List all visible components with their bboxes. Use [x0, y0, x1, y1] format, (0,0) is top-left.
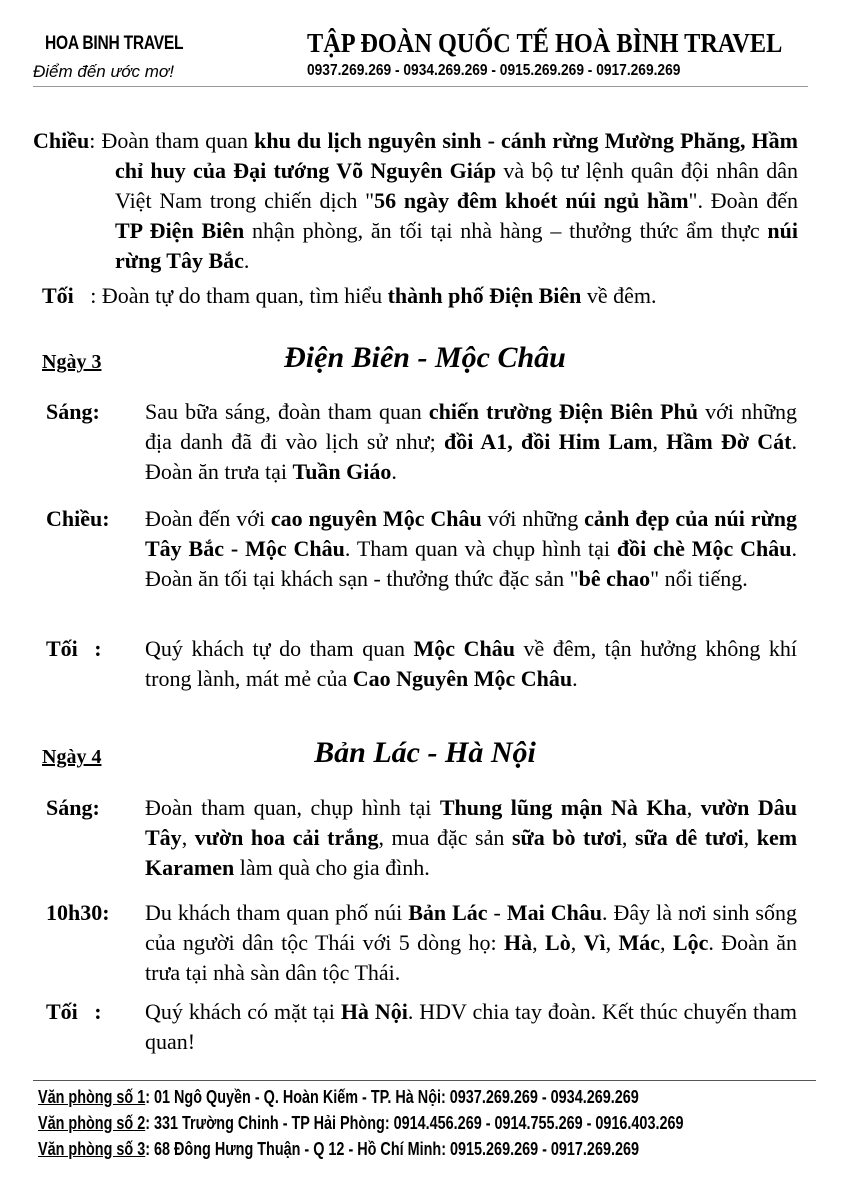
footer-divider — [33, 1080, 816, 1081]
bold-text: Bản Lác — [408, 900, 488, 925]
text: Đoàn tự do tham quan, tìm hiểu — [101, 283, 388, 308]
chieu-section: Chiều: Đoàn tham quan khu du lịch nguyên sinh - cánh rừng Mường Phăng, Hầm chỉ huy của Đại tướng Võ Nguyên Giáp và bộ tư lệnh quân đội nhân dân Việt Nam trong chiến dịch "56 ngày đêm khoét núi ngủ hầm". Đoàn đến TP Điện Biên nhận phòng, ăn tối tại nhà hàng – thưởng thức ẩm thực núi rừng Tây Bắc. — [33, 128, 799, 273]
text: - — [487, 900, 507, 925]
text: . Đoàn ăn trưa tại nhà sàn dân tộc Thái. — [145, 930, 798, 985]
bold-text: Hầm Đờ Cát — [666, 429, 792, 454]
bold-text: cảnh đẹp của núi rừng Tây Bắc - Mộc Châu — [145, 506, 798, 561]
office-name: Văn phòng số 1 — [38, 1087, 146, 1107]
text: . — [572, 666, 578, 691]
bold-text: kem Karamen — [145, 825, 798, 880]
bold-text: Lò — [545, 930, 571, 955]
bold-text: Lộc — [672, 930, 709, 955]
text: Sau bữa sáng, đoàn tham quan — [145, 399, 429, 424]
bold-text: đồi A1, đồi Him Lam — [443, 429, 653, 454]
bold-text: sữa dê tươi — [634, 825, 744, 850]
text: , — [181, 825, 195, 850]
text: . Đoàn ăn trưa tại — [145, 429, 797, 484]
header-phones: 0937.269.269 - 0934.269.269 - 0915.269.269 - 0917.269.269 — [307, 62, 681, 79]
time-label: Chiều: — [46, 506, 110, 531]
bold-text: 56 ngày đêm khoét núi ngủ hầm — [374, 188, 689, 213]
office-name: Văn phòng số 2 — [38, 1113, 146, 1133]
office-address — [38, 1087, 639, 1108]
bold-text: đồi chè Mộc Châu — [616, 536, 792, 561]
text: , — [660, 930, 673, 955]
bold-text: khu du lịch nguyên sinh - cánh rừng Mường Phăng, Hầm chỉ huy của Đại tướng Võ Nguyên Giáp — [115, 128, 798, 183]
text: " nổi tiếng. — [650, 566, 748, 591]
text: . Tham quan và chụp hình tại — [344, 536, 617, 561]
office-address — [38, 1139, 639, 1160]
text: Đoàn tham quan — [101, 128, 255, 153]
text: Du khách tham quan phố núi — [145, 900, 409, 925]
company-title: TẬP ĐOÀN QUỐC TẾ HOÀ BÌNH TRAVEL — [307, 28, 783, 58]
time-label: Sáng: — [46, 795, 100, 820]
header-divider — [33, 86, 808, 87]
text: Quý khách có mặt tại — [145, 999, 341, 1024]
text: làm quà cho gia đình. — [234, 855, 430, 880]
time-label: Tối : — [46, 999, 102, 1024]
text: , — [605, 930, 619, 955]
bold-text: Hà Nội — [340, 999, 408, 1024]
text: , mua đặc sản — [378, 825, 512, 850]
bold-text: Thung lũng mận Nà Kha — [439, 795, 687, 820]
bold-text: vườn hoa cải trắng — [194, 825, 379, 850]
bold-text: Mộc Châu — [413, 636, 515, 661]
text: Đoàn tham quan, chụp hình tại — [145, 795, 440, 820]
text: với những — [481, 506, 585, 531]
toi-label: Tối — [42, 283, 74, 308]
chieu-text — [101, 128, 798, 273]
text: Quý khách tự do tham quan — [145, 636, 414, 661]
activity-text — [145, 793, 797, 883]
office-info: : 331 Trường Chinh - TP Hải Phòng: 0914.456.269 - 0914.755.269 - 0916.403.269 — [145, 1113, 684, 1133]
bold-text: Tuần Giáo — [292, 459, 392, 484]
bold-text: cao nguyên Mộc Châu — [270, 506, 482, 531]
brand-name: HOA BINH TRAVEL — [45, 33, 184, 54]
day-heading: Ngày 4 — [42, 746, 102, 768]
text: Đoàn đến với — [145, 506, 271, 531]
office-address — [38, 1113, 683, 1134]
text: , — [743, 825, 757, 850]
activity-text — [145, 634, 797, 694]
toi-text — [102, 283, 657, 308]
text: về đêm, tận hưởng không khí trong lành, mát mẻ của — [145, 636, 797, 691]
toi-section: Tối : Đoàn tự do tham quan, tìm hiểu thành phố Điện Biên về đêm. — [42, 283, 657, 308]
activity-text — [145, 504, 797, 594]
activity-text — [145, 898, 797, 988]
day-title: Bản Lác - Hà Nội — [314, 736, 536, 769]
text: về đêm. — [581, 283, 657, 308]
day-heading: Ngày 3 — [42, 351, 102, 373]
text: , — [621, 825, 635, 850]
text: , — [570, 930, 584, 955]
time-label: Sáng: — [46, 399, 100, 424]
time-label: Tối : — [46, 636, 102, 661]
text: . HDV chia tay đoàn. Kết thúc chuyến tham quan! — [145, 999, 797, 1054]
bold-text: bê chao — [578, 566, 651, 591]
text: . Đoàn ăn tối tại khách sạn - thưởng thức đặc sản " — [145, 536, 798, 591]
bold-text: vườn Dâu Tây — [145, 795, 797, 850]
bold-text: Mác — [618, 930, 661, 955]
text: nhận phòng, ăn tối tại nhà hàng – thưởng thức ẩm thực — [244, 218, 768, 243]
office-info: : 01 Ngô Quyền - Q. Hoàn Kiếm - TP. Hà Nội: 0937.269.269 - 0934.269.269 — [145, 1087, 639, 1107]
bold-text: Vì — [583, 930, 606, 955]
text: và bộ tư lệnh quân đội nhân dân Việt Nam trong chiến dịch " — [115, 158, 798, 213]
chieu-label: Chiều — [33, 128, 90, 153]
office-name: Văn phòng số 3 — [38, 1139, 146, 1159]
text: , — [532, 930, 546, 955]
bold-text: Hà — [504, 930, 533, 955]
bold-text: TP Điện Biên — [115, 218, 245, 243]
bold-text: núi rừng Tây Bắc — [115, 218, 799, 273]
time-label: 10h30: — [46, 900, 110, 925]
text: ". Đoàn đến — [688, 188, 798, 213]
text: . — [243, 248, 250, 273]
text: , — [686, 795, 701, 820]
day-title: Điện Biên - Mộc Châu — [284, 341, 566, 374]
bold-text: Mai Châu — [506, 900, 603, 925]
text: . Đây là nơi sinh sống của người dân tộc Thái với 5 dòng họ: — [145, 900, 797, 955]
bold-text: chiến trường Điện Biên Phủ — [428, 399, 699, 424]
brand-slogan: Điểm đến ước mơ! — [33, 62, 174, 81]
text: , — [652, 429, 667, 454]
office-info: : 68 Đông Hưng Thuận - Q 12 - Hồ Chí Minh: 0915.269.269 - 0917.269.269 — [145, 1139, 639, 1159]
text: với những địa danh đã đi vào lịch sử như; — [145, 399, 797, 454]
text: . — [391, 459, 397, 484]
bold-text: Cao Nguyên Mộc Châu — [352, 666, 573, 691]
bold-text: sữa bò tươi — [511, 825, 622, 850]
activity-text — [145, 997, 797, 1057]
activity-text — [145, 397, 797, 487]
bold-text: thành phố Điện Biên — [387, 283, 582, 308]
